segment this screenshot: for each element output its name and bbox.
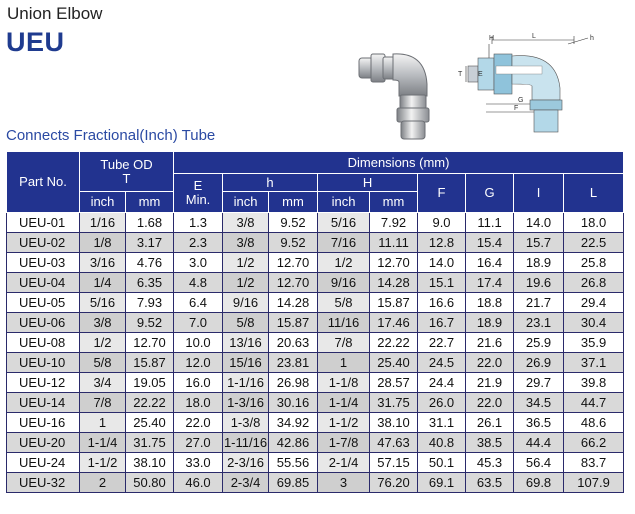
cell-i: 56.4	[514, 453, 564, 473]
cell-l: 107.9	[564, 473, 624, 493]
cell-i: 36.5	[514, 413, 564, 433]
cell-i: 44.4	[514, 433, 564, 453]
cell-l: 37.1	[564, 353, 624, 373]
cell-tube-inch: 1/16	[80, 213, 126, 233]
cell-e-min: 18.0	[174, 393, 223, 413]
cell-h-small-inch: 5/8	[223, 313, 269, 333]
cell-i: 18.9	[514, 253, 564, 273]
cell-e-min: 22.0	[174, 413, 223, 433]
header-h-small: h	[223, 174, 318, 192]
cell-i: 25.9	[514, 333, 564, 353]
cell-h-big-mm: 31.75	[370, 393, 418, 413]
cell-e-min: 16.0	[174, 373, 223, 393]
cell-tube-inch: 5/16	[80, 293, 126, 313]
cell-h-big-mm: 7.92	[370, 213, 418, 233]
label-g: G	[518, 97, 524, 104]
cell-part-no: UEU-04	[7, 273, 80, 293]
cell-g: 38.5	[466, 433, 514, 453]
cell-i: 26.9	[514, 353, 564, 373]
table-row	[7, 433, 624, 453]
cell-tube-inch: 5/8	[80, 353, 126, 373]
cell-part-no: UEU-32	[7, 473, 80, 493]
cell-h-small-inch: 9/16	[223, 293, 269, 313]
table-row	[7, 333, 624, 353]
cell-h-big-mm: 15.87	[370, 293, 418, 313]
cell-h-big-inch: 1-7/8	[318, 433, 370, 453]
cell-h-big-mm: 14.28	[370, 273, 418, 293]
cell-i: 21.7	[514, 293, 564, 313]
cell-e-min: 7.0	[174, 313, 223, 333]
cell-part-no: UEU-03	[7, 253, 80, 273]
union-elbow-photo	[355, 40, 440, 145]
cell-f: 69.1	[418, 473, 466, 493]
cell-h-big-mm: 38.10	[370, 413, 418, 433]
table-row	[7, 213, 624, 233]
cell-l: 25.8	[564, 253, 624, 273]
cell-tube-inch: 1	[80, 413, 126, 433]
header-f: F	[418, 174, 466, 213]
table-row	[7, 393, 624, 413]
cell-g: 22.0	[466, 393, 514, 413]
cell-tube-mm: 15.87	[126, 353, 174, 373]
cell-h-small-inch: 3/8	[223, 233, 269, 253]
table-row	[7, 313, 624, 333]
cell-h-big-inch: 7/16	[318, 233, 370, 253]
cell-e-min: 10.0	[174, 333, 223, 353]
cell-h-small-mm: 34.92	[269, 413, 318, 433]
cell-g: 15.4	[466, 233, 514, 253]
cell-tube-mm: 12.70	[126, 333, 174, 353]
cell-part-no: UEU-01	[7, 213, 80, 233]
cell-h-big-inch: 7/8	[318, 333, 370, 353]
cell-h-big-mm: 76.20	[370, 473, 418, 493]
cell-i: 69.8	[514, 473, 564, 493]
cell-g: 21.6	[466, 333, 514, 353]
table-row	[7, 373, 624, 393]
cell-h-big-mm: 22.22	[370, 333, 418, 353]
cell-g: 45.3	[466, 453, 514, 473]
label-e: E	[478, 71, 483, 78]
cell-h-big-mm: 12.70	[370, 253, 418, 273]
header-l: L	[564, 174, 624, 213]
cell-l: 29.4	[564, 293, 624, 313]
cell-f: 15.1	[418, 273, 466, 293]
cell-l: 18.0	[564, 213, 624, 233]
dimensions-table	[6, 151, 624, 493]
table-row	[7, 293, 624, 313]
cell-tube-inch: 3/4	[80, 373, 126, 393]
header-tube-inch: inch	[80, 192, 126, 213]
cell-h-small-mm: 42.86	[269, 433, 318, 453]
cell-h-small-mm: 12.70	[269, 273, 318, 293]
header-tube-od	[80, 152, 174, 192]
cell-h-big-mm: 25.40	[370, 353, 418, 373]
cell-f: 16.6	[418, 293, 466, 313]
cell-l: 26.8	[564, 273, 624, 293]
cell-f: 22.7	[418, 333, 466, 353]
product-name: Union Elbow	[7, 4, 103, 23]
cell-part-no: UEU-08	[7, 333, 80, 353]
cell-l: 30.4	[564, 313, 624, 333]
cell-h-big-inch: 5/16	[318, 213, 370, 233]
cell-e-min: 33.0	[174, 453, 223, 473]
header-dimensions: Dimensions (mm)	[174, 152, 624, 174]
cell-g: 11.1	[466, 213, 514, 233]
cell-h-small-mm: 12.70	[269, 253, 318, 273]
cell-e-min: 6.4	[174, 293, 223, 313]
cell-i: 34.5	[514, 393, 564, 413]
cell-tube-inch: 1-1/4	[80, 433, 126, 453]
cell-part-no: UEU-14	[7, 393, 80, 413]
cell-part-no: UEU-10	[7, 353, 80, 373]
cell-h-small-mm: 55.56	[269, 453, 318, 473]
cell-e-min: 12.0	[174, 353, 223, 373]
cell-h-big-inch: 1/2	[318, 253, 370, 273]
cell-tube-mm: 19.05	[126, 373, 174, 393]
cell-f: 26.0	[418, 393, 466, 413]
cell-h-small-mm: 9.52	[269, 213, 318, 233]
cell-h-big-inch: 9/16	[318, 273, 370, 293]
cell-tube-mm: 31.75	[126, 433, 174, 453]
cell-l: 66.2	[564, 433, 624, 453]
cell-h-big-inch: 2-1/4	[318, 453, 370, 473]
cell-h-small-mm: 14.28	[269, 293, 318, 313]
cell-f: 12.8	[418, 233, 466, 253]
cell-h-big-inch: 3	[318, 473, 370, 493]
cell-i: 14.0	[514, 213, 564, 233]
header-tube-od-symbol: T	[122, 170, 131, 186]
cell-tube-mm: 50.80	[126, 473, 174, 493]
cell-part-no: UEU-16	[7, 413, 80, 433]
cell-l: 83.7	[564, 453, 624, 473]
cell-f: 40.8	[418, 433, 466, 453]
cell-h-big-inch: 11/16	[318, 313, 370, 333]
cell-h-small-mm: 15.87	[269, 313, 318, 333]
cell-h-small-mm: 9.52	[269, 233, 318, 253]
cell-i: 15.7	[514, 233, 564, 253]
table-row	[7, 473, 624, 493]
cell-tube-mm: 25.40	[126, 413, 174, 433]
cell-f: 14.0	[418, 253, 466, 273]
table-row	[7, 253, 624, 273]
cell-part-no: UEU-12	[7, 373, 80, 393]
cell-g: 18.8	[466, 293, 514, 313]
cell-h-big-inch: 5/8	[318, 293, 370, 313]
label-h-big: H	[489, 35, 495, 42]
header-h-small-mm: mm	[269, 192, 318, 213]
cell-l: 44.7	[564, 393, 624, 413]
cell-h-big-mm: 17.46	[370, 313, 418, 333]
cell-h-small-mm: 69.85	[269, 473, 318, 493]
cell-h-small-mm: 20.63	[269, 333, 318, 353]
header-g: G	[466, 174, 514, 213]
cell-tube-inch: 2	[80, 473, 126, 493]
cell-e-min: 2.3	[174, 233, 223, 253]
cell-g: 16.4	[466, 253, 514, 273]
table-row	[7, 233, 624, 253]
cell-e-min: 4.8	[174, 273, 223, 293]
header-h-big: H	[318, 174, 418, 192]
cell-tube-inch: 7/8	[80, 393, 126, 413]
cell-h-small-inch: 1-1/16	[223, 373, 269, 393]
cell-tube-inch: 1/8	[80, 233, 126, 253]
cell-h-small-inch: 1-3/8	[223, 413, 269, 433]
header-part-no: Part No.	[7, 152, 80, 213]
label-t: T	[458, 71, 463, 78]
cell-e-min: 3.0	[174, 253, 223, 273]
cell-tube-mm: 1.68	[126, 213, 174, 233]
cell-e-min: 1.3	[174, 213, 223, 233]
cell-h-big-mm: 11.11	[370, 233, 418, 253]
header-h-big-inch: inch	[318, 192, 370, 213]
cell-i: 23.1	[514, 313, 564, 333]
header-h-small-inch: inch	[223, 192, 269, 213]
cell-i: 19.6	[514, 273, 564, 293]
cell-part-no: UEU-20	[7, 433, 80, 453]
table-row	[7, 413, 624, 433]
cell-f: 16.7	[418, 313, 466, 333]
dimension-drawing	[456, 30, 601, 135]
cell-h-big-mm: 28.57	[370, 373, 418, 393]
header-tube-mm: mm	[126, 192, 174, 213]
cell-f: 24.4	[418, 373, 466, 393]
cell-l: 22.5	[564, 233, 624, 253]
cell-g: 21.9	[466, 373, 514, 393]
cell-h-small-inch: 2-3/16	[223, 453, 269, 473]
cell-part-no: UEU-24	[7, 453, 80, 473]
cell-tube-mm: 7.93	[126, 293, 174, 313]
header-e	[174, 174, 223, 213]
cell-h-small-inch: 13/16	[223, 333, 269, 353]
cell-tube-inch: 3/8	[80, 313, 126, 333]
cell-tube-mm: 38.10	[126, 453, 174, 473]
cell-h-small-mm: 23.81	[269, 353, 318, 373]
cell-f: 9.0	[418, 213, 466, 233]
cell-h-big-inch: 1-1/2	[318, 413, 370, 433]
cell-tube-inch: 1/2	[80, 333, 126, 353]
cell-e-min: 27.0	[174, 433, 223, 453]
cell-h-small-inch: 15/16	[223, 353, 269, 373]
header-e-label: E	[193, 178, 203, 193]
cell-g: 63.5	[466, 473, 514, 493]
table-subtitle: Connects Fractional(Inch) Tube	[6, 127, 216, 144]
cell-g: 18.9	[466, 313, 514, 333]
cell-e-min: 46.0	[174, 473, 223, 493]
cell-tube-mm: 4.76	[126, 253, 174, 273]
cell-part-no: UEU-06	[7, 313, 80, 333]
cell-i: 29.7	[514, 373, 564, 393]
cell-l: 35.9	[564, 333, 624, 353]
cell-f: 31.1	[418, 413, 466, 433]
cell-h-small-mm: 26.98	[269, 373, 318, 393]
cell-h-small-inch: 1/2	[223, 253, 269, 273]
cell-g: 17.4	[466, 273, 514, 293]
table-row	[7, 453, 624, 473]
cell-h-small-inch: 2-3/4	[223, 473, 269, 493]
header-h-big-mm: mm	[370, 192, 418, 213]
header-e-min: Min.	[185, 192, 211, 207]
table-row	[7, 273, 624, 293]
cell-l: 39.8	[564, 373, 624, 393]
label-l: L	[532, 33, 536, 40]
cell-f: 50.1	[418, 453, 466, 473]
cell-h-big-inch: 1-1/4	[318, 393, 370, 413]
cell-h-big-mm: 47.63	[370, 433, 418, 453]
table-row	[7, 353, 624, 373]
cell-h-small-inch: 3/8	[223, 213, 269, 233]
cell-h-small-inch: 1/2	[223, 273, 269, 293]
cell-part-no: UEU-05	[7, 293, 80, 313]
cell-h-big-inch: 1	[318, 353, 370, 373]
header-i: I	[514, 174, 564, 213]
cell-h-big-inch: 1-1/8	[318, 373, 370, 393]
cell-tube-mm: 9.52	[126, 313, 174, 333]
cell-tube-mm: 6.35	[126, 273, 174, 293]
header-tube-od-label: Tube OD	[100, 156, 153, 172]
cell-tube-inch: 1-1/2	[80, 453, 126, 473]
cell-f: 24.5	[418, 353, 466, 373]
cell-h-small-mm: 30.16	[269, 393, 318, 413]
cell-h-small-inch: 1-3/16	[223, 393, 269, 413]
cell-h-big-mm: 57.15	[370, 453, 418, 473]
cell-h-small-inch: 1-11/16	[223, 433, 269, 453]
cell-l: 48.6	[564, 413, 624, 433]
label-f: F	[514, 105, 519, 112]
cell-tube-inch: 1/4	[80, 273, 126, 293]
cell-tube-mm: 3.17	[126, 233, 174, 253]
cell-g: 22.0	[466, 353, 514, 373]
cell-tube-mm: 22.22	[126, 393, 174, 413]
product-code: UEU	[6, 27, 65, 57]
cell-g: 26.1	[466, 413, 514, 433]
cell-tube-inch: 3/16	[80, 253, 126, 273]
label-h-small: h	[590, 35, 594, 42]
cell-part-no: UEU-02	[7, 233, 80, 253]
